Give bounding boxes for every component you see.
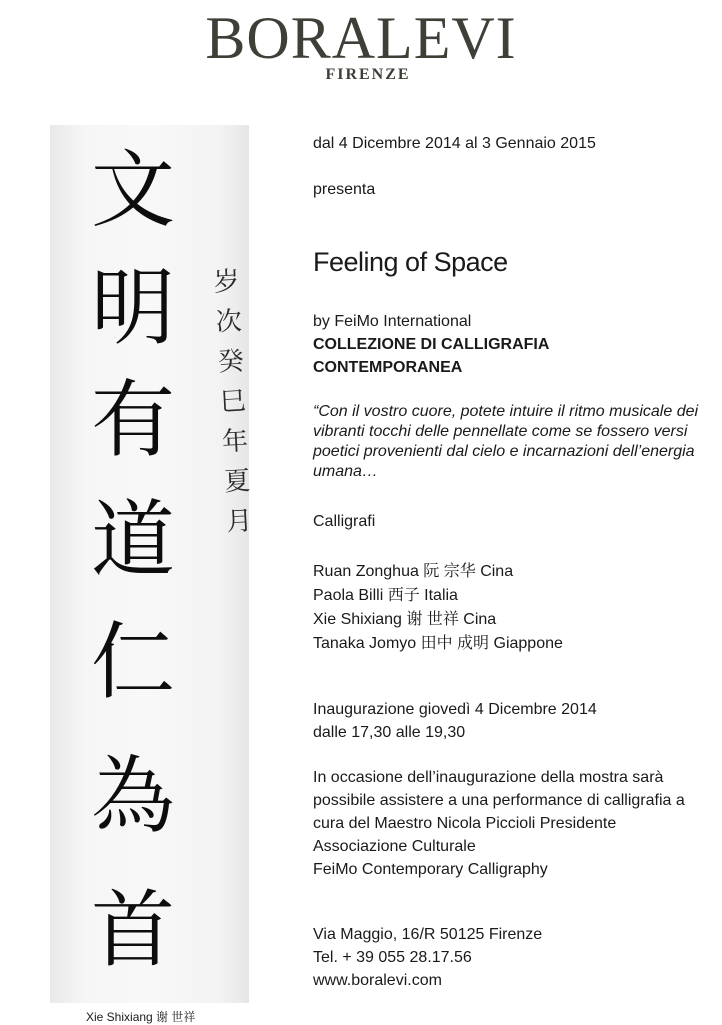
calligraphy-char-7: 首 [90,881,175,979]
performance-line: Associazione Culturale [313,838,476,855]
gallery-website[interactable]: www.boralevi.com [313,972,442,989]
exhibition-dates: dal 4 Dicembre 2014 al 3 Gennaio 2015 [313,135,596,152]
artwork-caption: Xie Shixiang 谢 世祥 [86,1010,196,1024]
calligraphy-char-3: 有 [90,371,175,469]
inauguration-date: Inaugurazione giovedì 4 Dicembre 2014 [313,701,597,718]
calligrapher-item: Paola Billi 西子 Italia [313,587,458,604]
brand-city: FIRENZE [325,66,411,83]
inscription-char: 年 [221,426,249,458]
calligrapher-item: Ruan Zonghua 阮 宗华 Cina [313,563,514,580]
performance-line: In occasione dell’inaugurazione della mostra sarà [313,769,664,786]
calligrapher-item: Tanaka Jomyo 田中 成明 Giappone [313,635,563,652]
calligrapher-item: Xie Shixiang 谢 世祥 Cina [313,611,497,628]
performance-line: possibile assistere a una performance di calligrafia a [313,792,685,809]
collection-line-1: COLLEZIONE DI CALLIGRAFIA [313,336,550,353]
presents-label: presenta [313,181,376,198]
gallery-phone: Tel. + 39 055 28.17.56 [313,949,472,966]
calligraphers-label: Calligrafi [313,513,376,530]
inscription-char: 岁 [212,266,241,298]
inscription-char: 巳 [219,386,247,418]
performance-line: FeiMo Contemporary Calligraphy [313,861,548,878]
calligraphy-char-4: 道 [90,491,175,589]
inscription-char: 次 [215,306,243,338]
quote-text: “Con il vostro cuore, potete intuire il ritmo musicale dei vibranti tocchi delle pennellate come se fossero versi poetici provenienti dal cielo e incarnazioni dell’energia umana… [313,403,699,480]
organizer-line: by FeiMo International [313,313,472,330]
inscription-char: 夏 [223,466,251,498]
gallery-address: Via Maggio, 16/R 50125 Firenze [313,926,543,943]
exhibition-title: Feeling of Space [313,247,508,277]
calligraphy-char-6: 為 [90,747,175,845]
calligraphy-char-1: 文 [90,141,175,239]
inauguration-time: dalle 17,30 alle 19,30 [313,724,466,741]
calligraphy-char-2: 明 [90,259,175,357]
inscription-char: 月 [225,506,254,538]
calligraphy-char-5: 仁 [90,613,175,711]
performance-line: cura del Maestro Nicola Piccioli Presidente [313,815,617,832]
inscription-char: 癸 [217,346,245,378]
brand-logo: BORALEVI [205,5,517,71]
collection-line-2: CONTEMPORANEA [313,359,463,376]
